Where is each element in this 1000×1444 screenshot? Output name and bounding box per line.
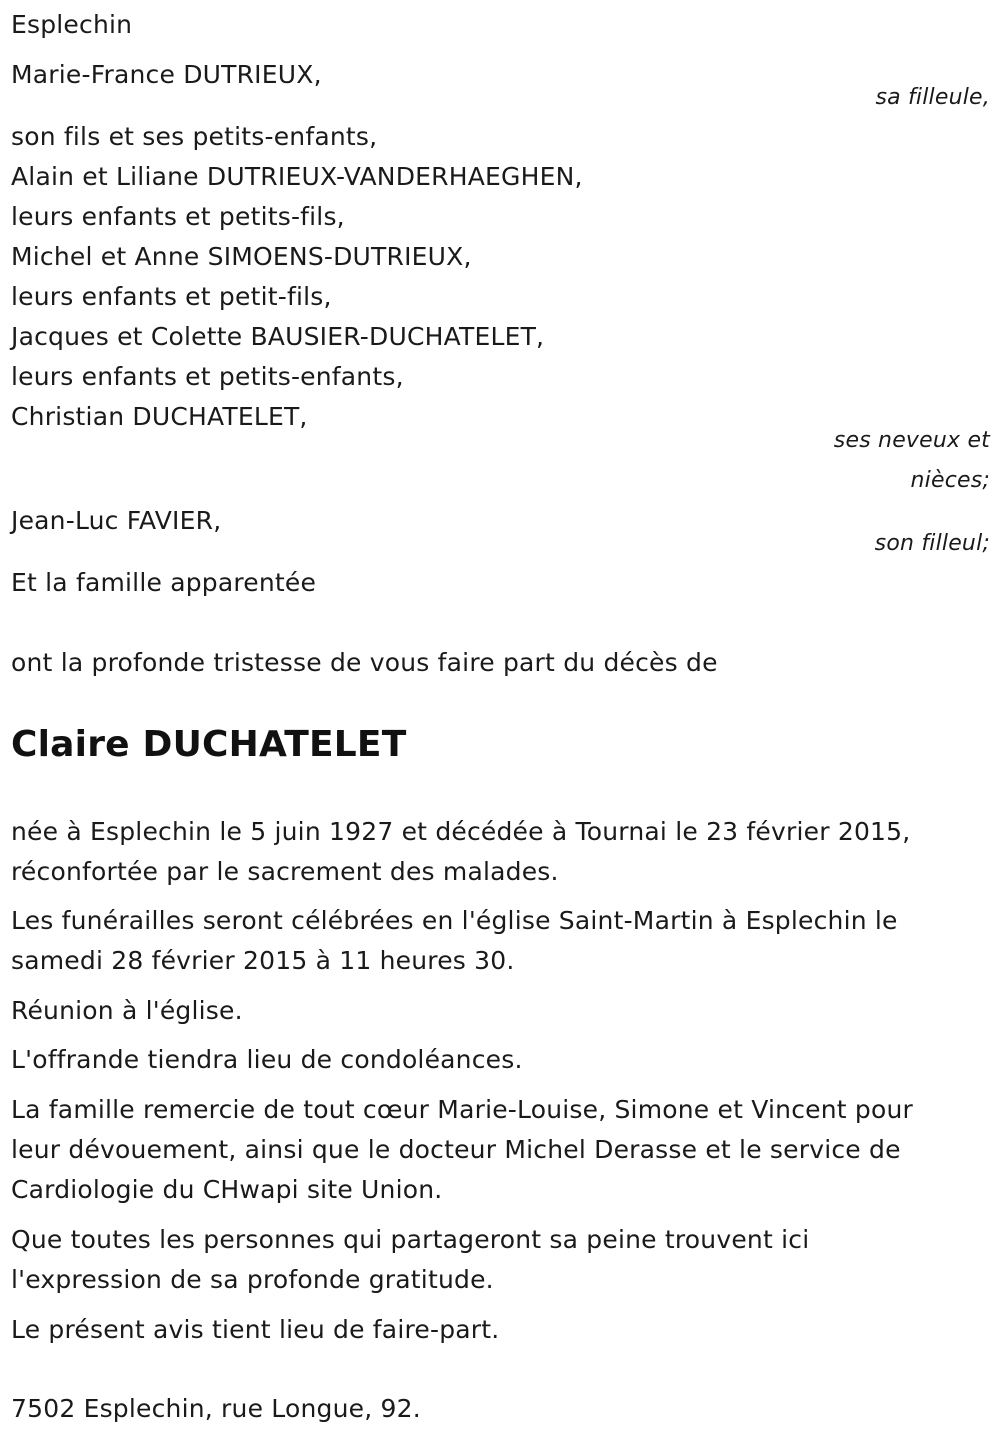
family-list-item: leurs enfants et petits-enfants, [11,362,404,391]
family-list-item: Jacques et Colette BAUSIER-DUCHATELET, [11,322,545,351]
family-list-item: Michel et Anne SIMOENS-DUTRIEUX, [11,242,472,271]
family-name-filleule: Marie-France DUTRIEUX, [11,60,322,89]
paragraph-line: L'offrande tiendra lieu de condoléances. [11,1045,523,1074]
family-role-filleul: son filleul; [874,531,990,556]
paragraph-line: samedi 28 février 2015 à 11 heures 30. [11,946,515,975]
paragraph-line: Que toutes les personnes qui partageront sa peine trouvent ici [11,1225,810,1254]
family-list-item: leurs enfants et petit-fils, [11,282,332,311]
family-related: Et la famille apparentée [11,568,317,597]
deceased-name: Claire DUCHATELET [11,724,407,765]
family-list-item: leurs enfants et petits-fils, [11,202,345,231]
paragraph-line: Le présent avis tient lieu de faire-part. [11,1315,500,1344]
family-role-filleule: sa filleule, [875,85,990,110]
paragraph-line: née à Esplechin le 5 juin 1927 et décédée à Tournai le 23 février 2015, [11,817,911,846]
family-role-nephews: ses neveux et [833,428,990,453]
paragraph-line: Les funérailles seront célébrées en l'église Saint-Martin à Esplechin le [11,906,898,935]
paragraph-thanks [11,1090,986,1210]
paragraph-line: La famille remercie de tout cœur Marie-Louise, Simone et Vincent pour [11,1095,914,1124]
paragraph-line: réconfortée par le sacrement des malades. [11,857,559,886]
paragraph-line: l'expression de sa profonde gratitude. [11,1265,494,1294]
paragraph-offering [11,1040,986,1080]
paragraph-funeral [11,901,986,981]
paragraph-line: Réunion à l'église. [11,996,243,1025]
paragraph-line: leur dévouement, ainsi que le docteur Michel Derasse et le service de [11,1135,901,1164]
family-list-item: Alain et Liliane DUTRIEUX-VANDERHAEGHEN, [11,162,583,191]
family-list-item: son fils et ses petits-enfants, [11,122,378,151]
family-role-nieces: nièces; [910,468,990,493]
paragraph-meeting [11,991,986,1031]
family-list-item: Christian DUCHATELET, [11,402,308,431]
paragraph-birth-death [11,812,986,892]
family-name-filleul: Jean-Luc FAVIER, [11,506,222,535]
paragraph-notice [11,1310,986,1350]
announcement-text: ont la profonde tristesse de vous faire part du décès de [11,648,718,677]
paragraph-line: Cardiologie du CHwapi site Union. [11,1175,443,1204]
address: 7502 Esplechin, rue Longue, 92. [11,1394,421,1423]
paragraph-gratitude [11,1220,986,1300]
header-place: Esplechin [11,10,133,39]
